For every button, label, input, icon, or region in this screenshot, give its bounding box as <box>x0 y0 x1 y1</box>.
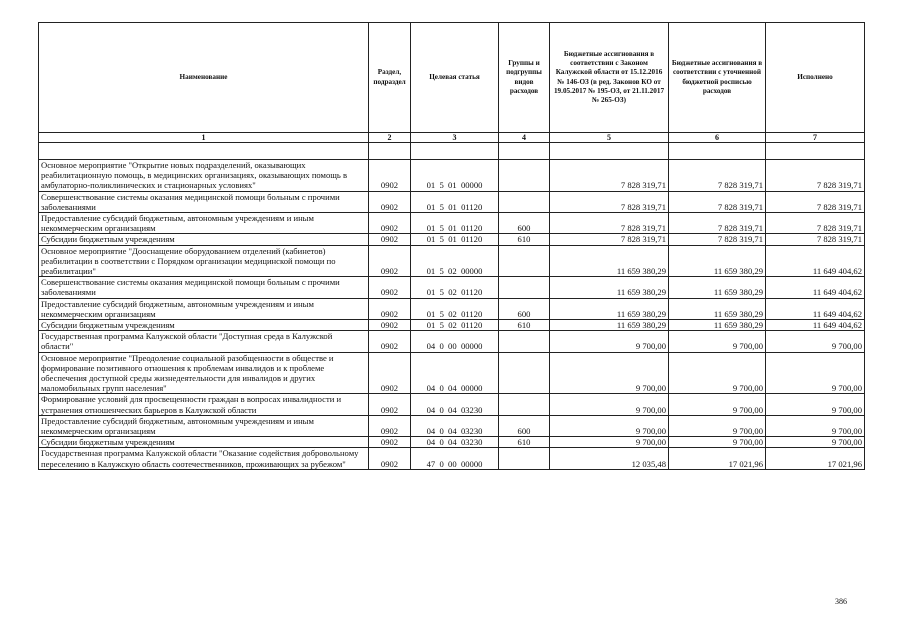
row-refined-amount: 9 700,00 <box>669 352 766 394</box>
row-section: 0902 <box>369 213 411 234</box>
spacer-row <box>39 143 865 160</box>
row-law-amount: 11 659 380,29 <box>550 320 669 331</box>
row-expense-group: 610 <box>499 234 550 245</box>
row-target-article: 01 5 02 01120 <box>411 320 499 331</box>
table-row <box>39 234 865 245</box>
row-law-amount: 9 700,00 <box>550 331 669 352</box>
row-refined-amount: 7 828 319,71 <box>669 191 766 212</box>
row-section: 0902 <box>369 298 411 319</box>
row-name: Субсидии бюджетным учреждениям <box>39 234 369 245</box>
row-expense-group: 600 <box>499 298 550 319</box>
row-executed-amount: 9 700,00 <box>766 394 865 415</box>
row-expense-group <box>499 448 550 469</box>
row-target-article: 01 5 02 01120 <box>411 277 499 298</box>
table-row <box>39 298 865 319</box>
row-executed-amount: 9 700,00 <box>766 415 865 436</box>
row-law-amount: 9 700,00 <box>550 437 669 448</box>
row-executed-amount: 11 649 404,62 <box>766 245 865 277</box>
row-executed-amount: 11 649 404,62 <box>766 277 865 298</box>
col-number: 3 <box>411 133 499 143</box>
row-refined-amount: 11 659 380,29 <box>669 245 766 277</box>
row-section: 0902 <box>369 352 411 394</box>
table-row <box>39 160 865 192</box>
row-law-amount: 7 828 319,71 <box>550 234 669 245</box>
row-name: Предоставление субсидий бюджетным, автономным учреждениям и иным некоммерческим организациям <box>39 213 369 234</box>
row-executed-amount: 9 700,00 <box>766 331 865 352</box>
row-refined-amount: 9 700,00 <box>669 437 766 448</box>
row-name: Совершенствование системы оказания медицинской помощи больным с прочими заболеваниями <box>39 191 369 212</box>
row-target-article: 04 0 04 00000 <box>411 352 499 394</box>
row-refined-amount: 7 828 319,71 <box>669 213 766 234</box>
row-section: 0902 <box>369 394 411 415</box>
col-number: 7 <box>766 133 865 143</box>
table-row <box>39 448 865 469</box>
header-law-allocations: Бюджетные ассигнования в соответствии с Законом Калужской области от 15.12.2016 № 146-ОЗ (в ред. Законов КО от 19.05.2017 № 195-ОЗ, от 21.11.2017 № 265-ОЗ) <box>550 23 669 133</box>
table-row <box>39 394 865 415</box>
row-executed-amount: 11 649 404,62 <box>766 298 865 319</box>
row-executed-amount: 7 828 319,71 <box>766 160 865 192</box>
row-law-amount: 9 700,00 <box>550 415 669 436</box>
row-refined-amount: 9 700,00 <box>669 331 766 352</box>
row-refined-amount: 11 659 380,29 <box>669 298 766 319</box>
row-name: Основное мероприятие "Открытие новых подразделений, оказывающих реабилитационную помощь, в медицинских организациях, оказывающих помощь в амбулаторно-поликлинических и стационарных условиях" <box>39 160 369 192</box>
row-refined-amount: 7 828 319,71 <box>669 160 766 192</box>
row-refined-amount: 9 700,00 <box>669 394 766 415</box>
row-refined-amount: 11 659 380,29 <box>669 277 766 298</box>
col-number: 1 <box>39 133 369 143</box>
row-law-amount: 12 035,48 <box>550 448 669 469</box>
row-target-article: 04 0 04 03230 <box>411 437 499 448</box>
row-section: 0902 <box>369 191 411 212</box>
row-law-amount: 9 700,00 <box>550 352 669 394</box>
row-target-article: 01 5 01 01120 <box>411 234 499 245</box>
row-executed-amount: 17 021,96 <box>766 448 865 469</box>
row-executed-amount: 7 828 319,71 <box>766 191 865 212</box>
row-name: Формирование условий для просвещенности граждан в вопросах инвалидности и устранения отношенческих барьеров в Калужской области <box>39 394 369 415</box>
row-name: Основное мероприятие "Преодоление социальной разобщенности в обществе и формирование позитивного отношения к проблемам инвалидов и к проблеме обеспечения доступной среды жизнедеятельности для инвалидов и других маломобильных групп населения" <box>39 352 369 394</box>
row-executed-amount: 7 828 319,71 <box>766 213 865 234</box>
col-number: 4 <box>499 133 550 143</box>
row-expense-group <box>499 331 550 352</box>
row-refined-amount: 11 659 380,29 <box>669 320 766 331</box>
row-target-article: 01 5 01 00000 <box>411 160 499 192</box>
row-refined-amount: 9 700,00 <box>669 415 766 436</box>
row-law-amount: 11 659 380,29 <box>550 245 669 277</box>
row-target-article: 47 0 00 00000 <box>411 448 499 469</box>
row-refined-amount: 7 828 319,71 <box>669 234 766 245</box>
row-executed-amount: 11 649 404,62 <box>766 320 865 331</box>
row-expense-group: 600 <box>499 213 550 234</box>
header-target-article: Целевая статья <box>411 23 499 133</box>
row-expense-group <box>499 160 550 192</box>
row-target-article: 01 5 01 01120 <box>411 191 499 212</box>
row-target-article: 04 0 04 03230 <box>411 394 499 415</box>
table-row <box>39 352 865 394</box>
row-expense-group <box>499 191 550 212</box>
table-row <box>39 320 865 331</box>
row-law-amount: 7 828 319,71 <box>550 213 669 234</box>
header-section: Раздел, подраздел <box>369 23 411 133</box>
row-expense-group: 610 <box>499 437 550 448</box>
row-section: 0902 <box>369 160 411 192</box>
row-target-article: 01 5 02 01120 <box>411 298 499 319</box>
row-executed-amount: 9 700,00 <box>766 352 865 394</box>
row-expense-group <box>499 352 550 394</box>
row-expense-group <box>499 394 550 415</box>
row-law-amount: 7 828 319,71 <box>550 191 669 212</box>
table-row <box>39 213 865 234</box>
row-section: 0902 <box>369 234 411 245</box>
row-name: Совершенствование системы оказания медицинской помощи больным с прочими заболеваниями <box>39 277 369 298</box>
row-expense-group <box>499 277 550 298</box>
table-row <box>39 331 865 352</box>
row-section: 0902 <box>369 415 411 436</box>
table-row <box>39 415 865 436</box>
row-refined-amount: 17 021,96 <box>669 448 766 469</box>
row-executed-amount: 9 700,00 <box>766 437 865 448</box>
budget-table <box>38 22 865 470</box>
header-name: Наименование <box>39 23 369 133</box>
row-name: Государственная программа Калужской области "Доступная среда в Калужской области" <box>39 331 369 352</box>
row-target-article: 04 0 04 03230 <box>411 415 499 436</box>
row-name: Государственная программа Калужской области "Оказание содействия добровольному переселению в Калужскую область соотечественников, проживающих за рубежом" <box>39 448 369 469</box>
row-law-amount: 9 700,00 <box>550 394 669 415</box>
row-section: 0902 <box>369 277 411 298</box>
row-target-article: 01 5 02 00000 <box>411 245 499 277</box>
row-target-article: 04 0 00 00000 <box>411 331 499 352</box>
row-expense-group <box>499 245 550 277</box>
row-section: 0902 <box>369 448 411 469</box>
table-row <box>39 437 865 448</box>
header-refined-allocations: Бюджетные ассигнования в соответствии с уточненной бюджетной росписью расходов <box>669 23 766 133</box>
row-section: 0902 <box>369 320 411 331</box>
row-name: Субсидии бюджетным учреждениям <box>39 320 369 331</box>
row-law-amount: 7 828 319,71 <box>550 160 669 192</box>
col-number: 2 <box>369 133 411 143</box>
header-executed: Исполнено <box>766 23 865 133</box>
page-number: 386 <box>835 597 847 606</box>
row-name: Предоставление субсидий бюджетным, автономным учреждениям и иным некоммерческим организациям <box>39 298 369 319</box>
col-number: 6 <box>669 133 766 143</box>
header-expense-groups: Группы и подгруппы видов расходов <box>499 23 550 133</box>
table-row <box>39 277 865 298</box>
row-name: Основное мероприятие "Дооснащение оборудованием отделений (кабинетов) реабилитации в соответствии с Порядком организации медицинской помощи по реабилитации" <box>39 245 369 277</box>
row-expense-group: 600 <box>499 415 550 436</box>
row-law-amount: 11 659 380,29 <box>550 277 669 298</box>
row-section: 0902 <box>369 437 411 448</box>
row-executed-amount: 7 828 319,71 <box>766 234 865 245</box>
row-name: Субсидии бюджетным учреждениям <box>39 437 369 448</box>
row-section: 0902 <box>369 331 411 352</box>
row-expense-group: 610 <box>499 320 550 331</box>
col-number: 5 <box>550 133 669 143</box>
row-name: Предоставление субсидий бюджетным, автономным учреждениям и иным некоммерческим организациям <box>39 415 369 436</box>
row-law-amount: 11 659 380,29 <box>550 298 669 319</box>
table-row <box>39 191 865 212</box>
row-section: 0902 <box>369 245 411 277</box>
row-target-article: 01 5 01 01120 <box>411 213 499 234</box>
table-row <box>39 245 865 277</box>
